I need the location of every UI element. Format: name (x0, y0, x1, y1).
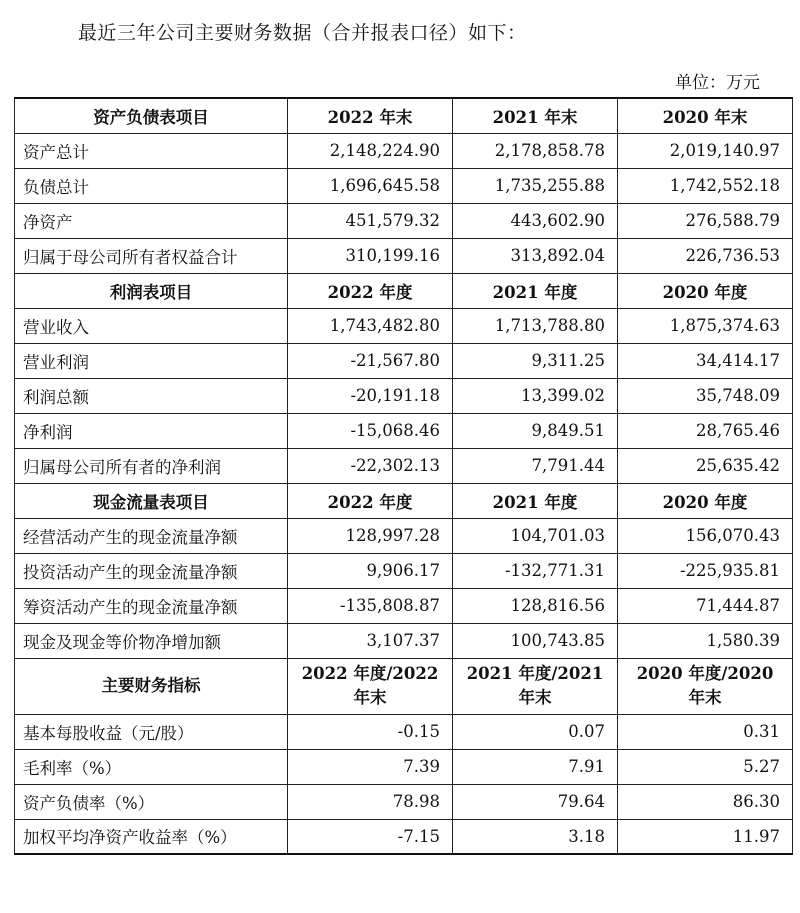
value-cell: 7,791.44 (453, 448, 618, 483)
value-cell: 34,414.17 (618, 343, 793, 378)
value-cell: 71,444.87 (618, 588, 793, 623)
value-cell: 35,748.09 (618, 378, 793, 413)
section-title: 资产负债表项目 (15, 98, 288, 133)
value-cell: 226,736.53 (618, 238, 793, 273)
value-cell: 9,906.17 (288, 553, 453, 588)
value-cell: 79.64 (453, 784, 618, 819)
table-row (15, 238, 793, 273)
section-header-row (15, 98, 793, 133)
table-row (15, 168, 793, 203)
row-label: 毛利率（%） (15, 749, 288, 784)
table-row (15, 308, 793, 343)
value-cell: 276,588.79 (618, 203, 793, 238)
value-cell: 1,742,552.18 (618, 168, 793, 203)
value-cell: 7.91 (453, 749, 618, 784)
value-cell: 2,019,140.97 (618, 133, 793, 168)
row-label: 资产总计 (15, 133, 288, 168)
section-title: 利润表项目 (15, 273, 288, 308)
value-cell: 128,816.56 (453, 588, 618, 623)
value-cell: 2,178,858.78 (453, 133, 618, 168)
unit-label: 单位：万元 (675, 73, 760, 93)
period-header: 2020 年度/2020 年末 (618, 658, 793, 714)
period-header: 2021 年度 (453, 483, 618, 518)
value-cell: 78.98 (288, 784, 453, 819)
period-header: 2020 年末 (618, 98, 793, 133)
table-row (15, 203, 793, 238)
value-cell: 25,635.42 (618, 448, 793, 483)
value-cell: -7.15 (288, 819, 453, 854)
section-title: 主要财务指标 (15, 658, 288, 714)
value-cell: 443,602.90 (453, 203, 618, 238)
value-cell: 1,713,788.80 (453, 308, 618, 343)
period-header: 2022 年度 (288, 273, 453, 308)
value-cell: 1,735,255.88 (453, 168, 618, 203)
value-cell: -0.15 (288, 714, 453, 749)
value-cell: -20,191.18 (288, 378, 453, 413)
row-label: 经营活动产生的现金流量净额 (15, 518, 288, 553)
row-label: 投资活动产生的现金流量净额 (15, 553, 288, 588)
section-header-row (15, 483, 793, 518)
value-cell: 86.30 (618, 784, 793, 819)
table-row (15, 588, 793, 623)
value-cell: -22,302.13 (288, 448, 453, 483)
value-cell: 28,765.46 (618, 413, 793, 448)
period-header: 2021 年度/2021 年末 (453, 658, 618, 714)
value-cell: 313,892.04 (453, 238, 618, 273)
value-cell: -225,935.81 (618, 553, 793, 588)
period-header: 2022 年度/2022 年末 (288, 658, 453, 714)
value-cell: 104,701.03 (453, 518, 618, 553)
row-label: 资产负债率（%） (15, 784, 288, 819)
value-cell: 1,696,645.58 (288, 168, 453, 203)
value-cell: -135,808.87 (288, 588, 453, 623)
value-cell: 156,070.43 (618, 518, 793, 553)
value-cell: -15,068.46 (288, 413, 453, 448)
value-cell: 1,875,374.63 (618, 308, 793, 343)
row-label: 净资产 (15, 203, 288, 238)
value-cell: 128,997.28 (288, 518, 453, 553)
value-cell: 3.18 (453, 819, 618, 854)
section-header-row (15, 658, 793, 714)
table-row (15, 413, 793, 448)
value-cell: 1,580.39 (618, 623, 793, 658)
row-label: 加权平均净资产收益率（%） (15, 819, 288, 854)
value-cell: -132,771.31 (453, 553, 618, 588)
table-row (15, 133, 793, 168)
value-cell: -21,567.80 (288, 343, 453, 378)
section-title: 现金流量表项目 (15, 483, 288, 518)
value-cell: 9,311.25 (453, 343, 618, 378)
row-label: 归属母公司所有者的净利润 (15, 448, 288, 483)
row-label: 净利润 (15, 413, 288, 448)
period-header: 2020 年度 (618, 483, 793, 518)
row-label: 营业收入 (15, 308, 288, 343)
period-header: 2021 年度 (453, 273, 618, 308)
table-row (15, 819, 793, 854)
table-row (15, 714, 793, 749)
table-row (15, 518, 793, 553)
row-label: 归属于母公司所有者权益合计 (15, 238, 288, 273)
financial-data-table (14, 97, 793, 855)
value-cell: 13,399.02 (453, 378, 618, 413)
value-cell: 451,579.32 (288, 203, 453, 238)
row-label: 现金及现金等价物净增加额 (15, 623, 288, 658)
value-cell: 11.97 (618, 819, 793, 854)
period-header: 2020 年度 (618, 273, 793, 308)
row-label: 利润总额 (15, 378, 288, 413)
table-row (15, 378, 793, 413)
value-cell: 310,199.16 (288, 238, 453, 273)
value-cell: 2,148,224.90 (288, 133, 453, 168)
period-header: 2021 年末 (453, 98, 618, 133)
table-row (15, 343, 793, 378)
table-row (15, 623, 793, 658)
intro-text: 最近三年公司主要财务数据（合并报表口径）如下： (78, 22, 527, 44)
value-cell: 5.27 (618, 749, 793, 784)
value-cell: 9,849.51 (453, 413, 618, 448)
table-row (15, 749, 793, 784)
period-header: 2022 年末 (288, 98, 453, 133)
table-row (15, 553, 793, 588)
value-cell: 0.31 (618, 714, 793, 749)
value-cell: 0.07 (453, 714, 618, 749)
table-row (15, 448, 793, 483)
row-label: 营业利润 (15, 343, 288, 378)
table-row (15, 784, 793, 819)
row-label: 负债总计 (15, 168, 288, 203)
value-cell: 7.39 (288, 749, 453, 784)
value-cell: 3,107.37 (288, 623, 453, 658)
period-header: 2022 年度 (288, 483, 453, 518)
value-cell: 1,743,482.80 (288, 308, 453, 343)
section-header-row (15, 273, 793, 308)
row-label: 筹资活动产生的现金流量净额 (15, 588, 288, 623)
value-cell: 100,743.85 (453, 623, 618, 658)
row-label: 基本每股收益（元/股） (15, 714, 288, 749)
